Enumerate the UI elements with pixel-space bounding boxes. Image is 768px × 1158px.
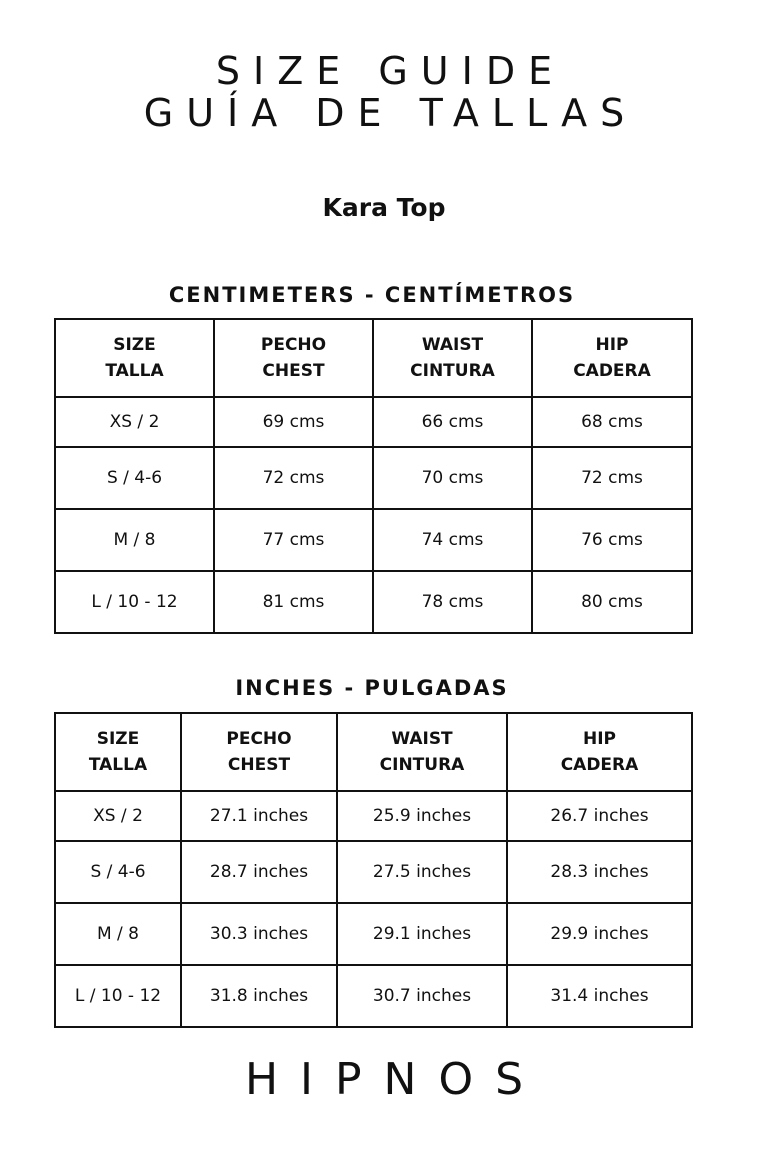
header-chest-en: CHEST [227, 755, 291, 775]
hip-cell: 26.7 inches [507, 791, 692, 841]
chest-cell: 27.1 inches [181, 791, 337, 841]
table-row [55, 965, 692, 1027]
table-header-row [55, 319, 692, 397]
page-title-spanish: GUÍA DE TALLAS [143, 91, 638, 135]
waist-cell: 27.5 inches [337, 841, 507, 903]
chest-cell: 81 cms [214, 571, 373, 633]
table-row [55, 397, 692, 447]
size-cell: M / 8 [55, 509, 214, 571]
hip-cell: 31.4 inches [507, 965, 692, 1027]
header-waist-en: WAIST [421, 335, 484, 355]
header-chest-es: PECHO [226, 729, 292, 749]
header-waist [337, 713, 507, 791]
chest-cell: 31.8 inches [181, 965, 337, 1027]
header-chest-es: PECHO [260, 335, 327, 355]
waist-cell: 74 cms [373, 509, 532, 571]
size-cell: M / 8 [55, 903, 181, 965]
header-size-es: TALLA [105, 361, 164, 381]
waist-cell: 25.9 inches [337, 791, 507, 841]
header-waist [373, 319, 532, 397]
table-row [55, 841, 692, 903]
waist-cell: 30.7 inches [337, 965, 507, 1027]
header-hip-es: CADERA [560, 755, 639, 775]
header-size-en: SIZE [113, 335, 156, 355]
header-chest [214, 319, 373, 397]
header-hip-en: HIP [582, 729, 616, 749]
header-waist-es: CINTURA [410, 361, 495, 381]
hip-cell: 76 cms [532, 509, 692, 571]
waist-cell: 66 cms [373, 397, 532, 447]
hip-cell: 68 cms [532, 397, 692, 447]
size-cell: L / 10 - 12 [55, 965, 181, 1027]
table-row [55, 509, 692, 571]
table-row [55, 791, 692, 841]
header-hip-en: HIP [595, 335, 629, 355]
hip-cell: 29.9 inches [507, 903, 692, 965]
table-row [55, 571, 692, 633]
chest-cell: 72 cms [214, 447, 373, 509]
inches-section-title: INCHES - PULGADAS [235, 676, 509, 700]
brand-logo: HIPNOS [244, 1054, 546, 1105]
header-hip [532, 319, 692, 397]
header-size-es: TALLA [88, 755, 148, 775]
header-hip-es: CADERA [573, 361, 651, 381]
waist-cell: 70 cms [373, 447, 532, 509]
header-waist-es: CINTURA [379, 755, 465, 775]
header-size [55, 713, 181, 791]
inches-size-table [54, 712, 693, 1028]
header-waist-en: WAIST [391, 729, 453, 749]
header-chest-en: CHEST [262, 361, 325, 381]
table-row [55, 903, 692, 965]
chest-cell: 28.7 inches [181, 841, 337, 903]
page-title-english: SIZE GUIDE [215, 49, 566, 93]
size-cell: S / 4-6 [55, 841, 181, 903]
chest-cell: 77 cms [214, 509, 373, 571]
chest-cell: 69 cms [214, 397, 373, 447]
waist-cell: 78 cms [373, 571, 532, 633]
header-hip [507, 713, 692, 791]
size-cell: XS / 2 [55, 397, 214, 447]
header-size-en: SIZE [96, 729, 140, 749]
hip-cell: 72 cms [532, 447, 692, 509]
size-cell: S / 4-6 [55, 447, 214, 509]
hip-cell: 80 cms [532, 571, 692, 633]
size-cell: L / 10 - 12 [55, 571, 214, 633]
header-chest [181, 713, 337, 791]
hip-cell: 28.3 inches [507, 841, 692, 903]
chest-cell: 30.3 inches [181, 903, 337, 965]
table-row [55, 447, 692, 509]
centimeters-size-table [54, 318, 693, 634]
centimeters-section-title: CENTIMETERS - CENTÍMETROS [168, 283, 576, 307]
waist-cell: 29.1 inches [337, 903, 507, 965]
table-header-row [55, 713, 692, 791]
header-size [55, 319, 214, 397]
product-name: Kara Top [322, 193, 446, 222]
size-cell: XS / 2 [55, 791, 181, 841]
